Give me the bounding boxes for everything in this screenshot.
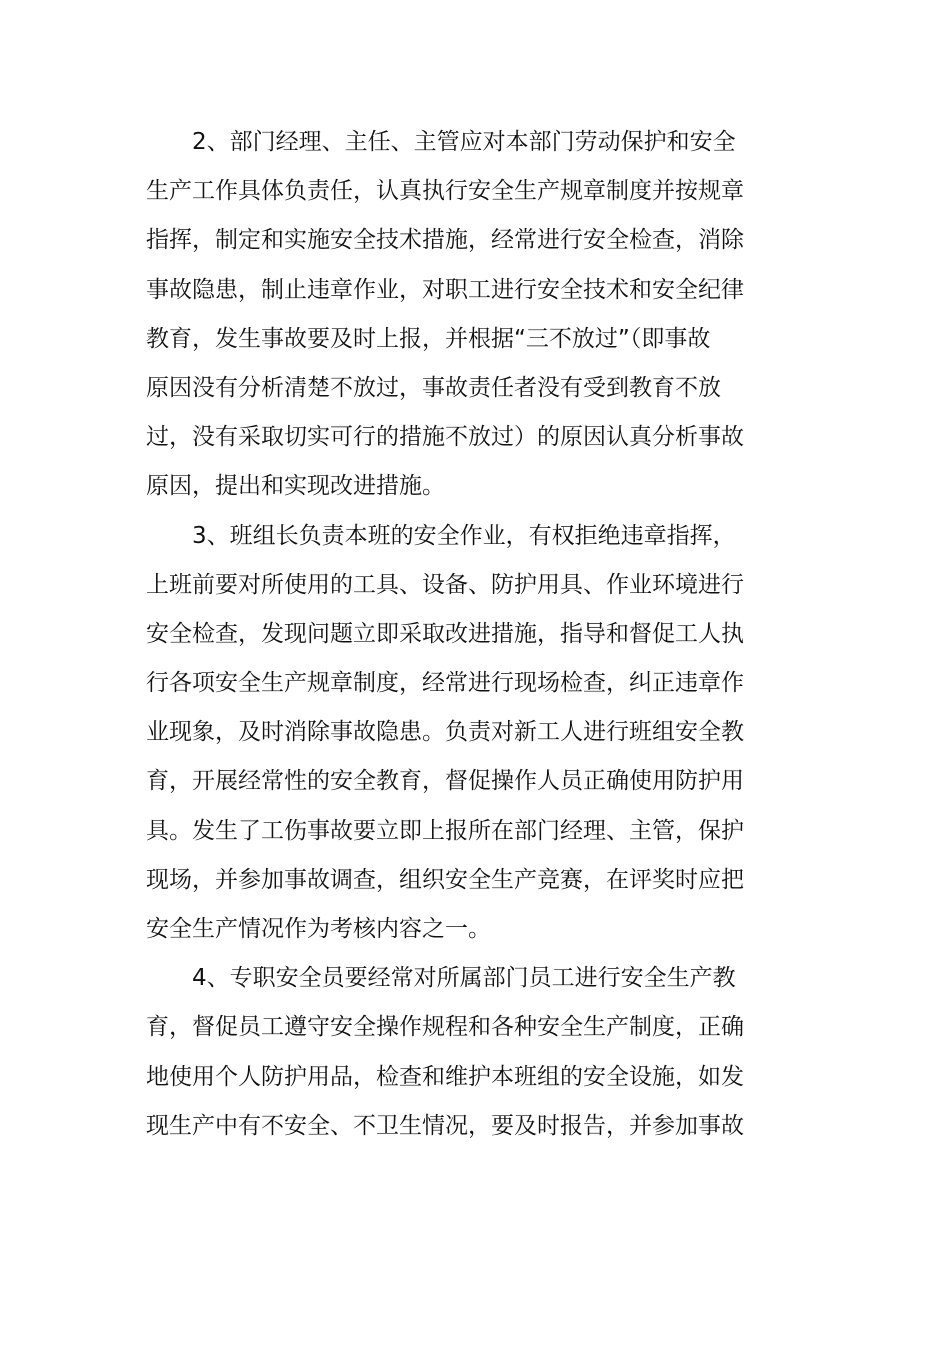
paragraph-item-4 — [146, 954, 746, 1151]
paragraph-line: 原因，提出和实现改进措施。 — [146, 473, 445, 500]
paragraph-line: 3、班组长负责本班的安全作业，有权拒绝违章指挥， — [192, 522, 736, 549]
paragraph-line: 过，没有采取切实可行的措施不放过）的原因认真分析事故 — [146, 424, 744, 451]
paragraph-line: 安全生产情况作为考核内容之一。 — [146, 916, 491, 942]
paragraph-line: 业现象，及时消除事故隐患。负责对新工人进行班组安全教 — [146, 719, 744, 746]
paragraph-line: 生产工作具体负责任，认真执行安全生产规章制度并按规章 — [146, 178, 744, 205]
paragraph-line: 地使用个人防护用品，检查和维护本班组的安全设施，如发 — [146, 1063, 744, 1090]
paragraph-line: 上班前要对所使用的工具、设备、防护用具、作业环境进行 — [146, 571, 744, 598]
paragraph-line: 现场，并参加事故调查，组织安全生产竞赛，在评奖时应把 — [146, 866, 744, 893]
paragraph-line: 指挥，制定和实施安全技术措施，经常进行安全检查，消除 — [146, 227, 744, 254]
paragraph-line: 安全检查，发现问题立即采取改进措施，指导和督促工人执 — [146, 620, 744, 647]
paragraph-line: 教育，发生事故要及时上报，并根据“三不放过”（即事故 — [146, 325, 711, 352]
paragraph-line: 育，开展经常性的安全教育，督促操作人员正确使用防护用 — [146, 768, 744, 795]
document-body — [146, 118, 746, 1151]
paragraph-line: 2、部门经理、主任、主管应对本部门劳动保护和安全 — [192, 129, 736, 155]
paragraph-line: 事故隐患，制止违章作业，对职工进行安全技术和安全纪律 — [146, 276, 744, 303]
paragraph-line: 4、专职安全员要经常对所属部门员工进行安全生产教 — [192, 965, 736, 992]
paragraph-line: 具。发生了工伤事故要立即上报所在部门经理、主管，保护 — [146, 817, 744, 844]
paragraph-line: 原因没有分析清楚不放过，事故责任者没有受到教育不放 — [146, 374, 721, 401]
paragraph-line: 育，督促员工遵守安全操作规程和各种安全生产制度，正确 — [146, 1014, 744, 1041]
paragraph-item-2 — [146, 118, 746, 512]
paragraph-line: 行各项安全生产规章制度，经常进行现场检查，纠正违章作 — [146, 670, 744, 697]
paragraph-item-3 — [146, 512, 746, 955]
paragraph-line: 现生产中有不安全、不卫生情况，要及时报告，并参加事故 — [146, 1112, 744, 1139]
